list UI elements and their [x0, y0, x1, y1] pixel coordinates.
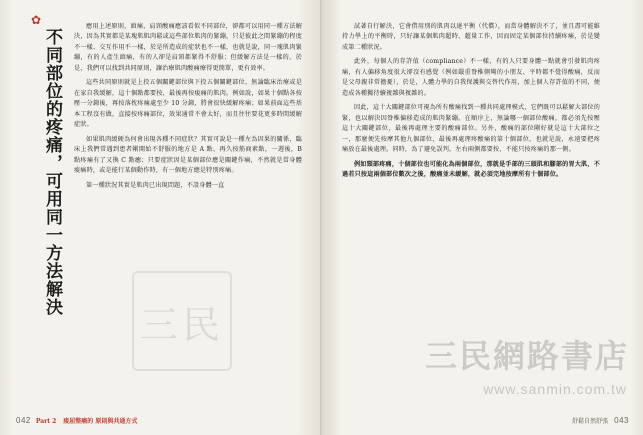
watermark-brand: 三民網路書店	[424, 337, 629, 375]
paragraph: 這些共同原則就是上投五個關鍵部位與下投五個關鍵部位。無論臨床治療或是在家自我緩解，這十個點都要按，最後再按痠痛的肌肉。例如說，如果十個點各按壓一分鐘後，再按落枕疼痛處至少 10 分鐘，將會很快緩解疼痛；如果前面這些基本工程沒有做，直接按疼痛部位，效果通常不會太好，而且往往要花更多時間緩解症狀。	[74, 79, 302, 129]
page-number: 042	[16, 416, 31, 425]
left-body-column	[74, 22, 302, 195]
right-body-column	[342, 22, 600, 185]
right-page	[322, 0, 643, 435]
footer-text: 舒鬆自然舒張	[572, 418, 609, 425]
chapter-mark-icon: ✿	[31, 13, 42, 27]
chapter-title: 不同部位的疼痛，可用同一方法解決	[42, 28, 62, 316]
paragraph: 如果肌肉緩硬為何會出現各種不同症狀？其實可說是一種左為因果的關係，臨床上我們常遇到患者剛開始不舒服的地方是 A 點，再久按筋商素點，一週後，B 點疼痛有了又換 C 點癒；只要症狀因是某個部位應是關鍵作痛，不然就是當身體痠痛時，或是能行某個動作時，有一個地方總是特別疼痛。	[74, 135, 302, 175]
paragraph: 試著自行解決，它會借用別的肌肉以達平衡（代償），而當身體解決不了，並且盡可能維持力學上的平衡時，只好讓某個肌肉超時、超量工作，因而固定某個部位持續疼痛，於是變成第二種狀況。	[342, 23, 600, 51]
page-number: 043	[614, 416, 629, 425]
paragraph-bold: 例如頸部疼痛，十個部位也可能化為兩個部位，那就是手部的三頭肌和腳部的胃大肌，不過若只按這兩個部位數次之後，酸痛並未緩解，就必須完地按摩所有十個部位。	[342, 160, 600, 179]
watermark-url: www.sanmin.com.tw	[483, 381, 627, 397]
left-page-footer	[16, 416, 137, 425]
paragraph: 第一種狀況其實是肌肉已出現問題，不設身體一直	[86, 181, 225, 189]
paragraph: 應用上述原則，頭痛、肩頸酸痛應該看似不同部位，卻都可以用同一種方法解決，因為其實都是某塊肌肌肉鬆或這些部位肌肉的緊繃，只是彼此之間緊繃的程度不一樣、交互作用不一樣，於是所造成的症狀也不一樣，也就是說，同一塊肌肉緊繃，有的人產生頭痛，有的人卻是肩頸都緊得不舒服；但緩解方法是一樣的，於是，我們可以找到共同原則，讓治療肌肉酸痛療得更簡單，更有效率。	[74, 23, 302, 72]
watermark-seal: 三民	[132, 271, 232, 371]
right-page-footer	[572, 416, 629, 425]
paragraph: 因此，這十大關鍵部位可視為所有酸痛找到一種共同處理模式，它們既可以鬆解大部位的緊，也以解決因脊椎偏移造成的肌肉緊繃。在順序上，無論哪一個部位酸痛，都必須先按壓這十大關鍵部位，最後再處理主要的酸痛部位。另外，酸痛的部位剛好就是這十大部位之一，那麼便先按摩其他九個部位，最後再處理疼酸痛的第十個部位，也就是說，永遠要把疼痛放在最後處理。同時，為了避免誤判，左右兩側都要按，不能只按疼痛的那一側。	[342, 104, 600, 154]
paragraph: 此外，每個人的存許值（compliance）不一樣，有的人只要身體一點就會引發肌肉疼痛，有人偏移角度很大卻沒有感覺（例如嚴重脊椎側彎的小朋友、平時都不覺得酸痛，反而是父母親非常擔憂），於是，人體力學的自我保護與交替代作用，加上個人存許值的不同，便造成各種獨待續複雜與複雜的。	[342, 58, 600, 97]
part-label: Part 2	[35, 417, 57, 425]
running-title: 痠屈整痛的 原則與共通方式	[63, 417, 138, 425]
